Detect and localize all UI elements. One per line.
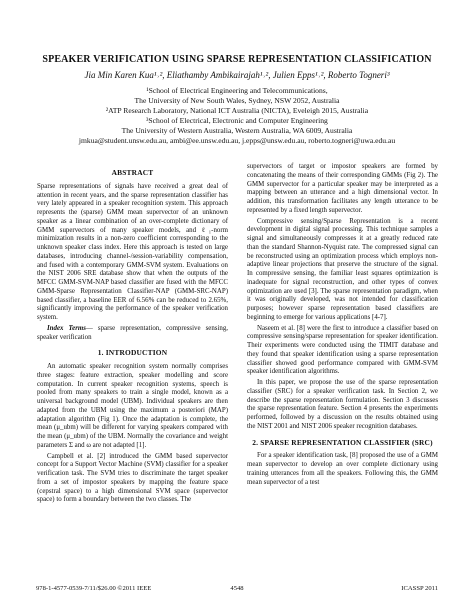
section2-heading: 2. SPARSE REPRESENTATION CLASSIFIER (SRC): [252, 437, 433, 447]
body-paragraph: Naseem et al. [8] were the first to introduce a classifier based on compressive sensing/sparse representation for speaker identification. Their experiments were conducted using the TIMIT database and they found that speaker identification using a sparse representation classifier showed good performance compared with GMM-SVM speaker identification algorithms.: [247, 324, 438, 376]
author-list: Jia Min Karen Kua¹˒², Eliathamby Ambikairajah¹˒², Julien Epps¹˒², Roberto Togneri³: [84, 70, 390, 80]
body-paragraph: In this paper, we propose the use of the sparse representation classifier (SRC) for a speaker verification task. In Section 2, we describe the sparse representation formulation. Section 3 discusses the sparse representation feature. Section 4 presents the experiments performed, followed by a discussion on the results obtained using the NIST 2001 and NIST 2006 speaker recognition databases.: [247, 379, 438, 430]
introduction-heading: 1. INTRODUCTION: [97, 348, 168, 358]
paper-title: SPEAKER VERIFICATION USING SPARSE REPRESENTATION CLASSIFICATION: [42, 54, 432, 65]
affiliation-line: ²ATP Research Laboratory, National ICT Australia (NICTA), Eveleigh 2015, Australia: [105, 106, 369, 116]
body-paragraph: Compressive sensing/Sparse Representation is a recent development in digital signal processing. This technique samples a signal and simultaneously compresses it at a greatly reduced rate than the standard Shannon-Nyquist rate. The compressed signal can be reconstructed using an optimization process which employs non-adaptive linear projections that preserve the structure of the signal. In compressive sensing, the familiar least squares optimization is inadequate for signal reconstruction, and other types of convex optimization are used [3]. The sparse representation paradigm, when it was originally developed, was not intended for classification purposes; however sparse representation based classifiers are beginning to emerge for various applications [4-7].: [247, 217, 438, 321]
body-paragraph: supervectors of target or impostor speakers are formed by concatenating the means of their corresponding GMMs (Fig 2). The GMM supervector for a particular speaker may be interpreted as a mapping between an utterance and a high dimensional vector. In addition, this transformation facilitates any length utterance to be represented by a fixed length supervector.: [247, 163, 438, 214]
intro-paragraph: Campbell et al. [2] introduced the GMM based supervector concept for a Support Vector Machine (SVM) classifier for a speaker verification task. The SVM tries to discriminate the target speaker from a set of impostor speakers by mapping the feature space (cepstral space) to a high dimensional SVM space (supervector space) to form a boundary between the two classes. The: [37, 452, 228, 504]
index-terms: [37, 325, 228, 343]
intro-paragraph: An automatic speaker recognition system normally comprises three stages: feature extraction, speaker modelling and score computation. In current speaker recognition systems, speech is pooled from many speakers to train a single model, known as a universal background model (UBM). Individual speakers are then adapted from the UBM using the maximum a posteriori (MAP) adaptation algorithm (Fig 1). Once the adaptation is complete, the mean (μ_ubm) will be different for varying speakers compared with the mean (μ_ubm) of the UBM. Normally the covariance and weight parameters Σ and ω are not adapted [1].: [37, 363, 228, 449]
email-line: jmkua@student.unsw.edu.au, ambi@ee.unsw.edu.au, j.epps@unsw.edu.au, roberto.togneri@uwa.edu.au: [78, 136, 396, 146]
section2-paragraph: For a speaker identification task, [8] proposed the use of a GMM mean supervector to develop an over complete dictionary using training utterances from all the speakers. Following this, the GMM mean supervector of a test: [247, 452, 438, 486]
affiliation-line: ³School of Electrical, Electronic and Computer Engineering: [146, 116, 328, 126]
affiliations: [20, 86, 454, 147]
affiliation-line: ¹School of Electrical Engineering and Telecommunications,: [146, 86, 328, 95]
affiliation-line: The University of New South Wales, Sydney, NSW 2052, Australia: [134, 96, 340, 106]
footer-page-number: 4548: [230, 585, 244, 592]
footer-isbn: 978-1-4577-0539-7/11/$26.00 ©2011 IEEE: [36, 585, 152, 592]
index-terms-text: — sparse representation, compressive sensing, speaker verification: [37, 324, 228, 341]
left-column: [37, 169, 228, 507]
abstract-heading: ABSTRACT: [111, 168, 154, 177]
affiliation-line: The University of Western Australia, Western Australia, WA 6009, Australia: [121, 126, 353, 136]
footer-conference: ICASSP 2011: [401, 585, 438, 592]
right-column: [247, 163, 438, 489]
index-terms-label: Index Terms: [47, 324, 86, 332]
abstract-text: Sparse representations of signals have received a great deal of attention in recent years, and the sparse representation classifier has very lately appeared in a speaker recognition system. This approach represents the (sparse) GMM mean supervector of an unknown speaker as a linear combination of an over-complete dictionary of GMM supervectors of many speaker models, and ℓ₁-norm minimization results in a non-zero coefficient corresponding to the unknown speaker class index. Here this approach is tested on large databases, introducing channel-/session-variability compensation, and fused with a contemporary GMM-SVM system. Evaluations on the NIST 2006 SRE database show that when the outputs of the MFCC GMM-SVM-NAP based classifier are fused with the MFCC GMM-Sparse Representation Classifier-NAP (GMM-SRC-NAP) based classifier, a baseline EER of 6.56% can be reduced to 2.65%, significantly improving the performance of the speaker verification system.: [37, 182, 228, 321]
